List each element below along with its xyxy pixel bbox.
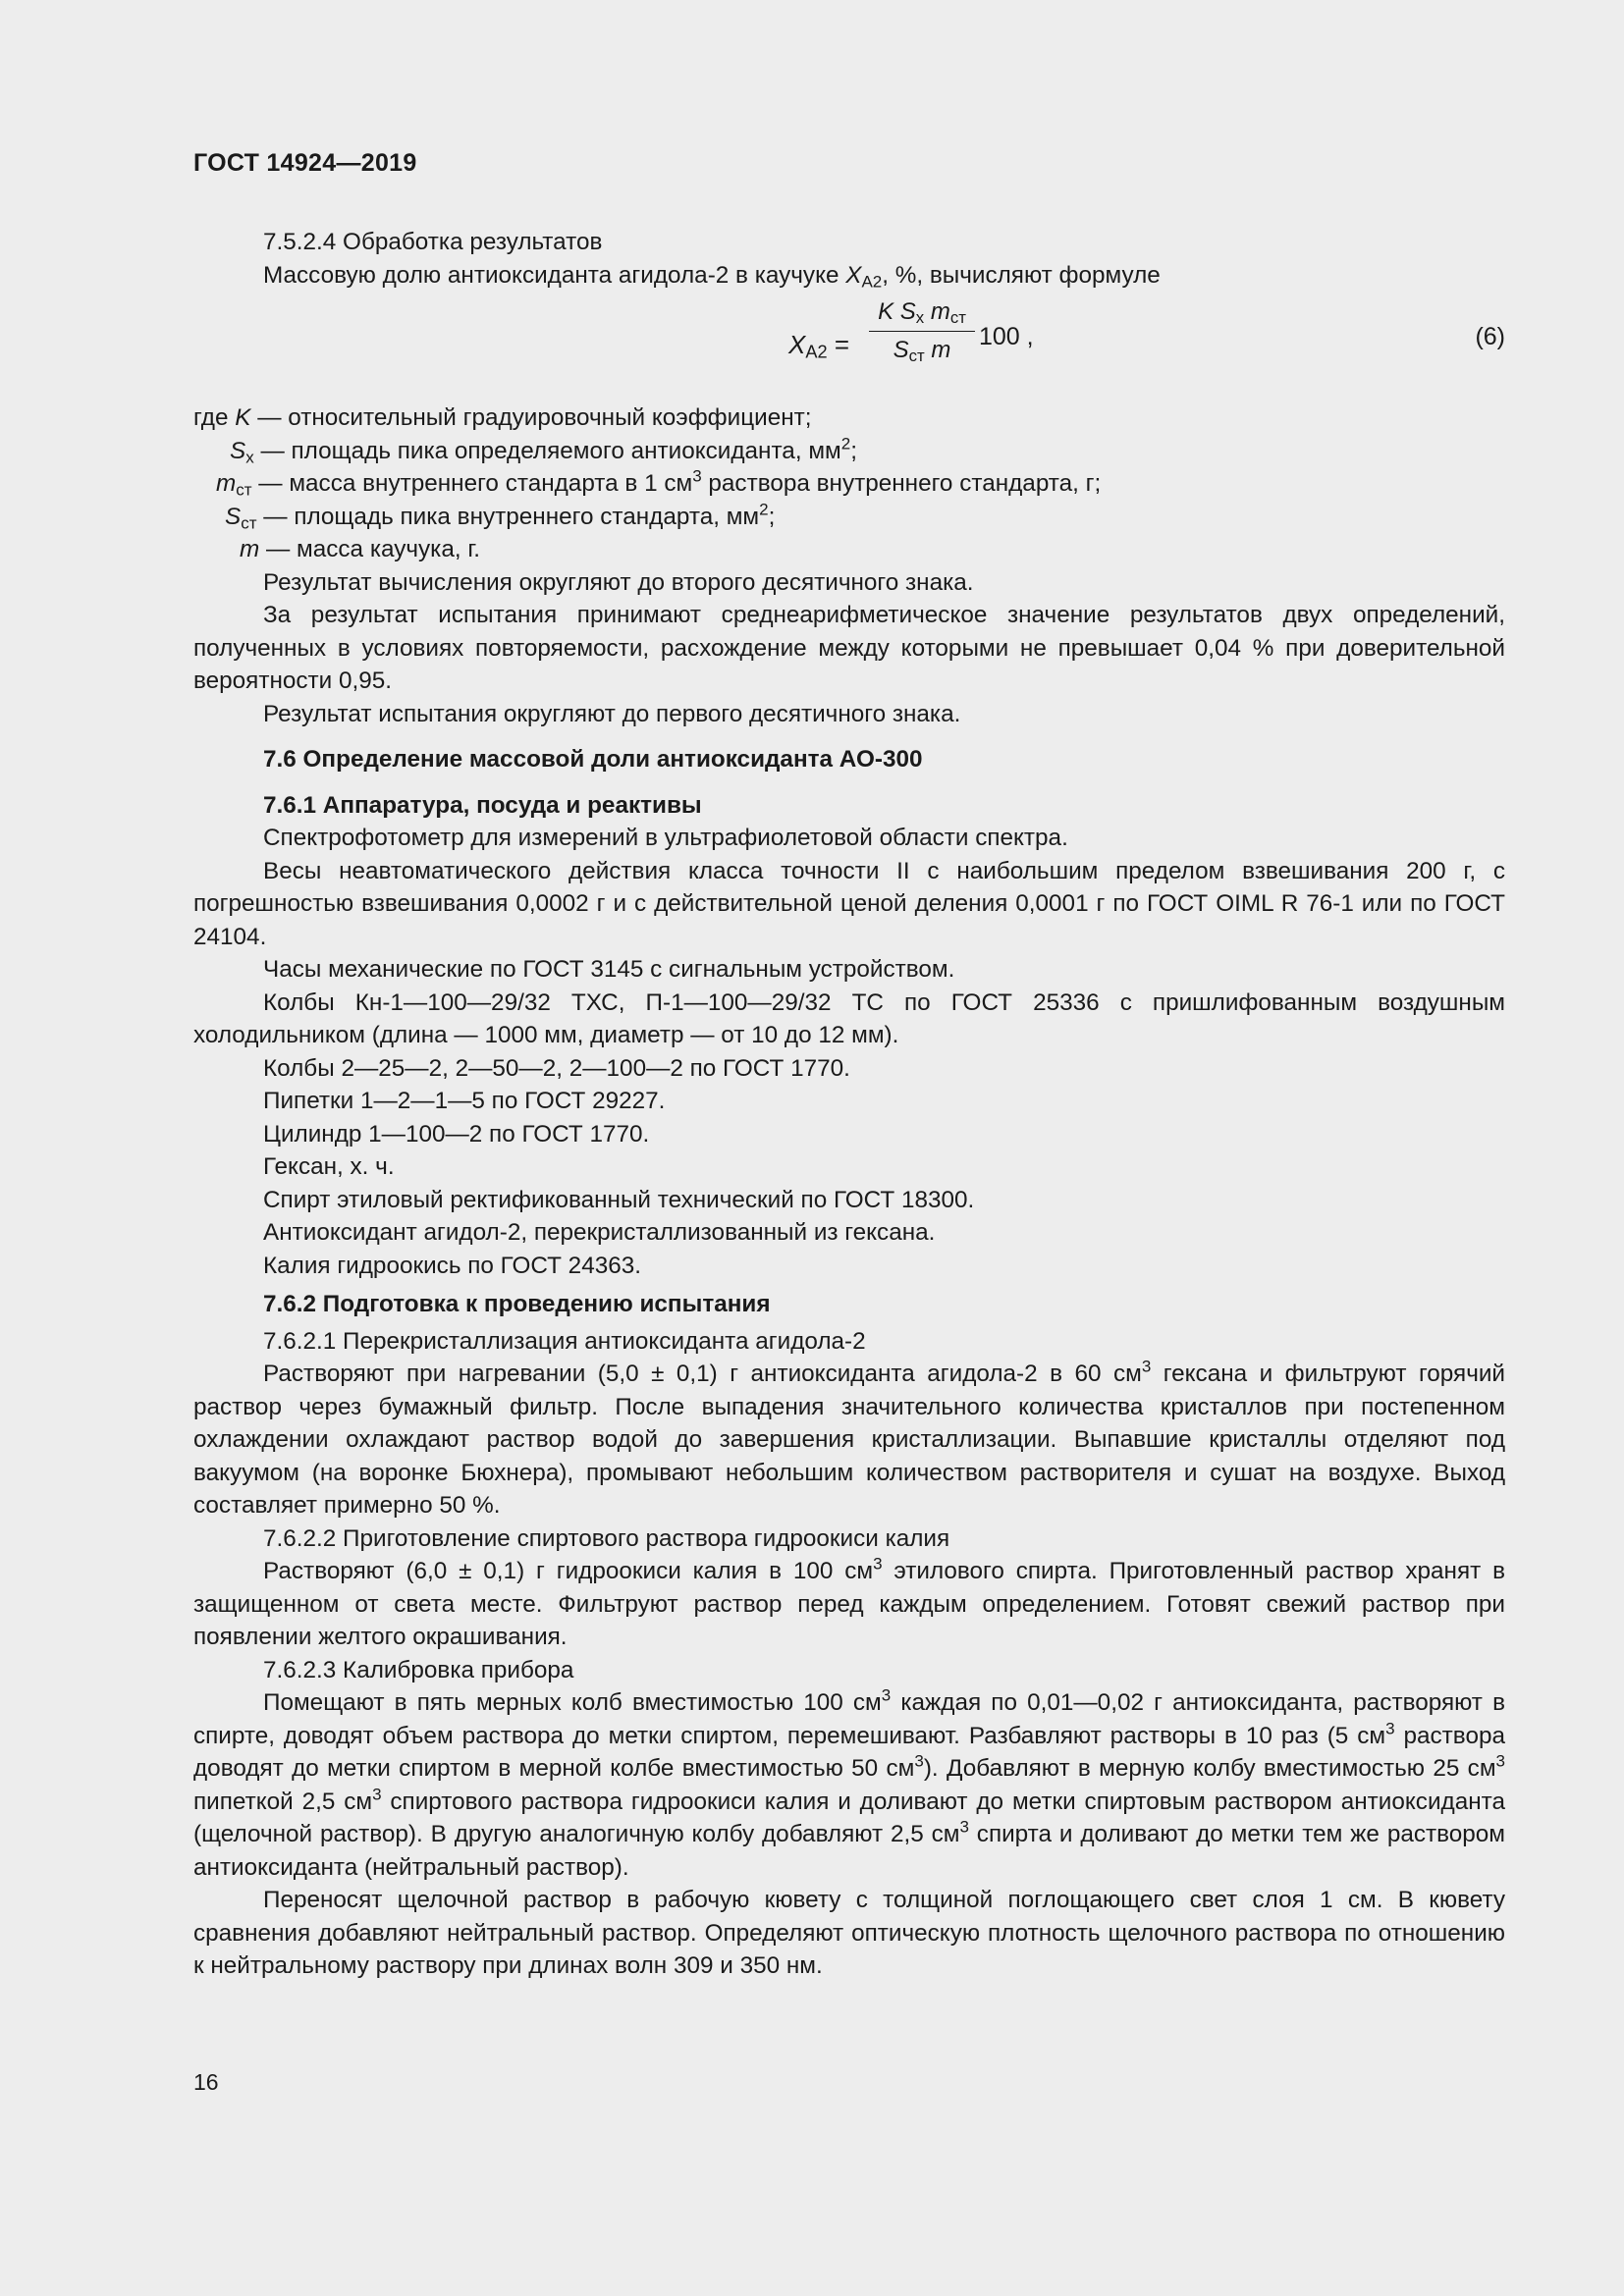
formula-lhs: $X_{A2}$ = [788, 330, 850, 362]
section-761-heading: 7.6.1 Аппаратура, посуда и реактивы [263, 791, 702, 819]
definition-item: m — масса каучука, г. [240, 536, 481, 562]
formula-intro: Массовую долю антиоксиданта агидола-2 в каучуке $X_{A2}$, %, вычисляют формуле [263, 261, 1161, 291]
formula-6 [193, 292, 1505, 401]
clause-7623-heading: 7.6.2.3 Калибровка прибора [263, 1656, 574, 1683]
list-item: Колбы Кн-1—100—29/32 ТХС, П-1—100—29/32 ТС по ГОСТ 25336 с пришлифованным воздушным холодильником (длина — 1000 мм, диаметр — от 10 до 12 мм). [193, 988, 1505, 1048]
formula-multiplier: 100 , [979, 323, 1034, 350]
definition-item: $S_x$ — площадь пика определяемого антиоксиданта, $мм^2$; [230, 434, 857, 466]
definition-item: $S_{ст}$ — площадь пика внутреннего стандарта, $мм^2$; [225, 500, 776, 532]
formula-fraction [869, 295, 975, 366]
list-item: Гексан, х. ч. [263, 1153, 395, 1180]
list-item: Антиоксидант агидол-2, перекристаллизованный из гексана. [263, 1219, 936, 1246]
paragraph: Растворяют (6,0 ± 0,1) г гидроокиси калия в 100 $см^3$ этилового спирта. Приготовленный раствор хранят в защищенном от света месте. Фильтруют раствор перед каждым определением. Готовят свежий раствор при появлении желтого окрашивания. [193, 1554, 1505, 1650]
document-body [193, 226, 1505, 1983]
list-item: Калия гидроокись по ГОСТ 24363. [263, 1252, 641, 1279]
formula-numerator: K $S_x$ $m_{ст}$ [869, 295, 975, 332]
page-number: 16 [193, 2069, 219, 2095]
list-item: Пипетки 1—2—1—5 по ГОСТ 29227. [263, 1088, 666, 1114]
paragraph: Результат испытания округляют до первого десятичного знака. [263, 700, 961, 727]
section-76-heading: 7.6 Определение массовой доли антиоксиданта АО-300 [263, 746, 923, 773]
formula-denominator: $S_{ст}$ m [893, 336, 951, 365]
paragraph: За результат испытания принимают среднеарифметическое значение результатов двух определений, полученных в условиях повторяемости, расхождение между которыми не превышает 0,04 % при доверительной вероятности 0,95. [193, 602, 1505, 694]
paragraph: Помещают в пять мерных колб вместимостью 100 $см^3$ каждая по 0,01—0,02 г антиоксиданта, растворяют в спирте, доводят объем раствора до метки спиртом, перемешивают. Разбавляют растворы в 10 раз (5 $см^3$ раствора доводят до метки спиртом в мерной колбе вместимостью 50 $см^3$). Добавляют в мерную колбу вместимостью 25 $см^3$ пипеткой 2,5 $см^3$ спиртового раствора гидроокиси калия и доливают до метки спиртовым раствором антиоксиданта (щелочной раствор). В другую аналогичную колбу добавляют 2,5 $см^3$ спирта и доливают до метки тем же раствором антиоксиданта (нейтральный раствор). [193, 1685, 1505, 1881]
document-header: ГОСТ 14924—2019 [193, 149, 417, 177]
list-item: Цилиндр 1—100—2 по ГОСТ 1770. [263, 1120, 650, 1148]
paragraph: Результат вычисления округляют до второго десятичного знака. [263, 568, 974, 596]
list-item: Колбы 2—25—2, 2—50—2, 2—100—2 по ГОСТ 1770. [263, 1054, 850, 1082]
formula-definitions [193, 401, 1505, 566]
definition-item: $m_{ст}$ — масса внутреннего стандарта в 1 $см^3$ раствора внутреннего стандарта, г; [216, 466, 1102, 500]
clause-7621-heading: 7.6.2.1 Перекристаллизация антиоксиданта агидола-2 [263, 1327, 866, 1355]
clause-7524-heading: 7.5.2.4 Обработка результатов [263, 229, 603, 255]
list-item: Спирт этиловый ректификованный технический по ГОСТ 18300. [263, 1186, 975, 1213]
formula-number: (6) [1475, 323, 1505, 350]
paragraph: Растворяют при нагревании (5,0 ± 0,1) г антиоксиданта агидола-2 в 60 $см^3$ гексана и фильтруют горячий раствор через бумажный фильтр. После выпадения значительного количества кристаллов при постепенном охлаждении охлаждают раствор водой до завершения кристаллизации. Выпавшие кристаллы отделяют под вакуумом (на воронке Бюхнера), промывают небольшим количеством растворителя и сушат на воздухе. Выход составляет примерно 50 %. [193, 1357, 1505, 1519]
list-item: Часы механические по ГОСТ 3145 с сигнальным устройством. [263, 956, 955, 983]
clause-7622-heading: 7.6.2.2 Приготовление спиртового раствора гидроокиси калия [263, 1524, 950, 1552]
section-762-heading: 7.6.2 Подготовка к проведению испытания [263, 1291, 771, 1317]
definition-item: где K — относительный градуировочный коэффициент; [193, 404, 812, 431]
paragraph: Переносят щелочной раствор в рабочую кювету с толщиной поглощающего свет слоя 1 см. В кювету сравнения добавляют нейтральный раствор. Определяют оптическую плотность щелочного раствора по отношению к нейтральному раствору при длинах волн 309 и 350 нм. [193, 1887, 1505, 1979]
list-item: Весы неавтоматического действия класса точности II с наибольшим пределом взвешивания 200 г, с погрешностью взвешивания 0,0002 г и с действительной ценой деления 0,0001 г по ГОСТ OIML R 76-1 или по ГОСТ 24104. [193, 857, 1505, 950]
list-item: Спектрофотометр для измерений в ультрафиолетовой области спектра. [263, 825, 1068, 851]
